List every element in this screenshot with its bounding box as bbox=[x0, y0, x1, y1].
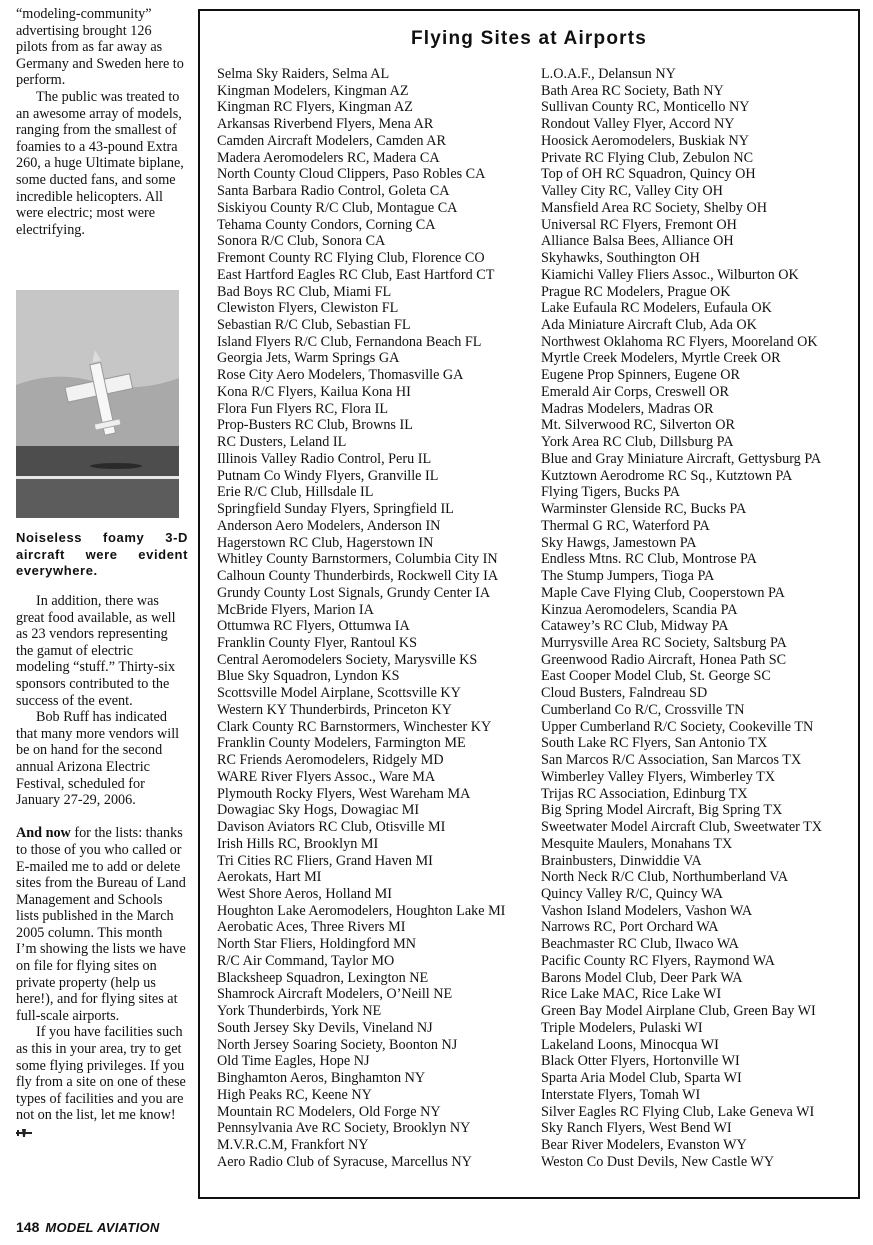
site-entry: Sky Hawgs, Jamestown PA bbox=[541, 534, 697, 551]
site-entry: The Stump Jumpers, Tioga PA bbox=[541, 568, 715, 585]
site-entry: Northwest Oklahoma RC Flyers, Mooreland OK bbox=[541, 333, 818, 350]
site-entry: RC Friends Aeromodelers, Ridgely MD bbox=[217, 752, 444, 769]
site-entry: Hagerstown RC Club, Hagerstown IN bbox=[217, 534, 434, 551]
site-entry: Kona R/C Flyers, Kailua Kona HI bbox=[217, 383, 411, 400]
site-entry: Blue and Gray Miniature Aircraft, Gettysburg PA bbox=[541, 450, 822, 467]
site-entry: Grundy County Lost Signals, Grundy Center IA bbox=[217, 584, 491, 601]
site-entry: Interstate Flyers, Tomah WI bbox=[541, 1086, 701, 1103]
site-entry: Scottsville Model Airplane, Scottsville KY bbox=[217, 685, 461, 702]
site-entry: Greenwood Radio Aircraft, Honea Path SC bbox=[541, 651, 787, 668]
site-entry: Triple Modelers, Pulaski WI bbox=[541, 1019, 703, 1036]
site-entry: South Jersey Sky Devils, Vineland NJ bbox=[217, 1019, 433, 1036]
site-entry: Myrtle Creek Modelers, Myrtle Creek OR bbox=[541, 350, 781, 367]
site-entry: Mt. Silverwood RC, Silverton OR bbox=[541, 417, 735, 434]
site-entry: Fremont County RC Flying Club, Florence CO bbox=[217, 250, 485, 267]
site-entry: Black Otter Flyers, Hortonville WI bbox=[541, 1053, 740, 1070]
site-entry: Sullivan County RC, Monticello NY bbox=[541, 99, 750, 116]
site-entry: Private RC Flying Club, Zebulon NC bbox=[541, 149, 754, 166]
site-entry: Georgia Jets, Warm Springs GA bbox=[217, 350, 400, 367]
site-entry: Warminster Glenside RC, Bucks PA bbox=[541, 501, 747, 518]
site-entry: Madras Modelers, Madras OR bbox=[541, 400, 714, 417]
site-entry: North Jersey Soaring Society, Boonton NJ bbox=[217, 1036, 458, 1053]
site-entry: Mansfield Area RC Society, Shelby OH bbox=[541, 199, 768, 216]
site-entry: Weston Co Dust Devils, New Castle WY bbox=[541, 1153, 775, 1170]
site-entry: Kinzua Aeromodelers, Scandia PA bbox=[541, 601, 738, 618]
site-entry: Narrows RC, Port Orchard WA bbox=[541, 919, 719, 936]
site-entry: Trijas RC Association, Edinburg TX bbox=[541, 785, 748, 802]
photo-caption: Noiseless foamy 3-D aircraft were evident everywhere. bbox=[16, 530, 188, 578]
site-entry: Island Flyers R/C Club, Fernandona Beach FL bbox=[217, 333, 482, 350]
site-entry: Ottumwa RC Flyers, Ottumwa IA bbox=[217, 618, 410, 635]
site-entry: Illinois Valley Radio Control, Peru IL bbox=[217, 450, 432, 467]
site-entry: Quincy Valley R/C, Quincy WA bbox=[541, 885, 723, 902]
site-entry: Madera Aeromodelers RC, Madera CA bbox=[217, 149, 440, 166]
site-entry: Silver Eagles RC Flying Club, Lake Geneva WI bbox=[541, 1103, 815, 1120]
site-entry: McBride Flyers, Marion IA bbox=[217, 601, 374, 618]
site-entry: San Marcos R/C Association, San Marcos TX bbox=[541, 752, 802, 769]
site-entry: Kingman RC Flyers, Kingman AZ bbox=[217, 99, 413, 116]
site-entry: Kiamichi Valley Fliers Assoc., Wilburton OK bbox=[541, 266, 799, 283]
site-entry: Maple Cave Flying Club, Cooperstown PA bbox=[541, 584, 785, 601]
site-entry: Universal RC Flyers, Fremont OH bbox=[541, 216, 737, 233]
site-entry: Arkansas Riverbend Flyers, Mena AR bbox=[217, 116, 434, 133]
lead-in-rest: for the lists: thanks to those of you who called or E-mailed me to add or delete sites from the Bureau of Land Management and Schools lists published in the March 2005 column. This month I’m showing the lists we have on file for flying sites on private property (help us here!), and for flying sites at full-scale airports. bbox=[16, 825, 186, 1024]
site-entry: Sky Ranch Flyers, West Bend WI bbox=[541, 1120, 732, 1137]
site-entry: Franklin County Modelers, Farmington ME bbox=[217, 735, 466, 752]
page-number: 148 bbox=[16, 1219, 40, 1235]
article-paragraph bbox=[16, 1024, 186, 1140]
site-entry: Springfield Sunday Flyers, Springfield IL bbox=[217, 501, 454, 518]
site-entry: Brainbusters, Dinwiddie VA bbox=[541, 852, 702, 869]
site-entry: Flora Fun Flyers RC, Flora IL bbox=[217, 400, 389, 417]
site-entry: Sweetwater Model Aircraft Club, Sweetwater TX bbox=[541, 819, 823, 836]
site-entry: Shamrock Aircraft Modelers, O’Neill NE bbox=[217, 986, 453, 1003]
sites-column-left bbox=[217, 66, 505, 1170]
site-entry: West Shore Aeros, Holland MI bbox=[217, 885, 392, 902]
site-entry: Sparta Aria Model Club, Sparta WI bbox=[541, 1070, 742, 1087]
site-entry: Skyhawks, Southington OH bbox=[541, 250, 700, 267]
site-entry: Camden Aircraft Modelers, Camden AR bbox=[217, 132, 446, 149]
site-entry: L.O.A.F., Delansun NY bbox=[541, 66, 676, 82]
site-entry: Selma Sky Raiders, Selma AL bbox=[217, 66, 390, 82]
site-entry: Binghamton Aeros, Binghamton NY bbox=[217, 1070, 426, 1087]
site-entry: Tehama County Condors, Corning CA bbox=[217, 216, 436, 233]
site-entry: East Hartford Eagles RC Club, East Hartford CT bbox=[217, 266, 495, 283]
lead-in-bold: And now bbox=[16, 825, 71, 842]
flying-sites-box bbox=[198, 9, 860, 1199]
site-entry: Upper Cumberland R/C Society, Cookeville TN bbox=[541, 718, 814, 735]
site-entry: Thermal G RC, Waterford PA bbox=[541, 517, 710, 534]
site-entry: Murrysville Area RC Society, Saltsburg PA bbox=[541, 634, 787, 651]
site-entry: M.V.R.C.M, Frankfort NY bbox=[217, 1137, 369, 1153]
site-entry: Prague RC Modelers, Prague OK bbox=[541, 283, 731, 300]
site-entry: Hoosick Aeromodelers, Buskiak NY bbox=[541, 132, 750, 149]
site-entry: Rondout Valley Flyer, Accord NY bbox=[541, 116, 735, 133]
site-entry: WARE River Flyers Assoc., Ware MA bbox=[217, 768, 436, 785]
site-entry: Putnam Co Windy Flyers, Granville IL bbox=[217, 467, 439, 484]
site-entry: Kingman Modelers, Kingman AZ bbox=[217, 82, 409, 99]
site-entry: Plymouth Rocky Flyers, West Wareham MA bbox=[217, 785, 471, 802]
site-entry: Clewiston Flyers, Clewiston FL bbox=[217, 300, 399, 317]
article-column-bottom bbox=[16, 593, 186, 1141]
site-entry: Bad Boys RC Club, Miami FL bbox=[217, 283, 392, 300]
site-entry: Clark County RC Barnstormers, Winchester KY bbox=[217, 718, 492, 735]
site-entry: Endless Mtns. RC Club, Montrose PA bbox=[541, 551, 757, 568]
site-entry: Erie R/C Club, Hillsdale IL bbox=[217, 484, 374, 501]
site-entry: York Area RC Club, Dillsburg PA bbox=[541, 434, 734, 451]
site-entry: Davison Aviators RC Club, Otisville MI bbox=[217, 819, 446, 836]
site-entry: Eugene Prop Spinners, Eugene OR bbox=[541, 367, 740, 384]
page-footer bbox=[16, 1219, 160, 1235]
site-entry: Dowagiac Sky Hogs, Dowagiac MI bbox=[217, 802, 420, 819]
foamy-aircraft-photo bbox=[16, 290, 179, 518]
site-entry: Whitley County Barnstormers, Columbia City IN bbox=[217, 551, 498, 568]
site-entry: Irish Hills RC, Brooklyn MI bbox=[217, 835, 379, 852]
site-entry: Sebastian R/C Club, Sebastian FL bbox=[217, 317, 411, 334]
site-entry: Alliance Balsa Bees, Alliance OH bbox=[541, 233, 734, 250]
article-paragraph: “modeling-community” advertising brought 126 pilots from as far away as Germany and Sweden here to perform. bbox=[16, 6, 184, 89]
article-paragraph bbox=[16, 825, 186, 1024]
site-entry: Cumberland Co R/C, Crossville TN bbox=[541, 701, 745, 718]
site-entry: North Star Fliers, Holdingford MN bbox=[217, 936, 417, 953]
site-entry: Rice Lake MAC, Rice Lake WI bbox=[541, 986, 722, 1003]
airplane-end-mark-icon bbox=[16, 1129, 32, 1137]
site-entry: Green Bay Model Airplane Club, Green Bay WI bbox=[541, 1003, 816, 1020]
site-entry: High Peaks RC, Keene NY bbox=[217, 1086, 372, 1103]
site-entry: Anderson Aero Modelers, Anderson IN bbox=[217, 517, 441, 534]
site-entry: Aero Radio Club of Syracuse, Marcellus NY bbox=[217, 1153, 472, 1170]
site-entry: Big Spring Model Aircraft, Big Spring TX bbox=[541, 802, 783, 819]
site-entry: RC Dusters, Leland IL bbox=[217, 434, 347, 451]
site-entry: R/C Air Command, Taylor MO bbox=[217, 952, 395, 969]
closing-text: If you have facilities such as this in your area, try to get some flying privileges. If you fly from a site on one of these types of facilities and you are not on the list, let me know! bbox=[16, 1024, 186, 1124]
site-entry: Sonora R/C Club, Sonora CA bbox=[217, 233, 386, 250]
site-entry: Mesquite Maulers, Monahans TX bbox=[541, 835, 733, 852]
site-entry: North County Cloud Clippers, Paso Robles CA bbox=[217, 166, 486, 183]
site-entry: Rose City Aero Modelers, Thomasville GA bbox=[217, 367, 464, 384]
article-paragraph: In addition, there was great food available, as well as 23 vendors representing the gamut of electric modeling “stuff.” Thirty-six sponsors contributed to the success of the event. bbox=[16, 593, 176, 709]
site-entry: York Thunderbirds, York NE bbox=[217, 1003, 382, 1020]
site-entry: Houghton Lake Aeromodelers, Houghton Lake MI bbox=[217, 902, 506, 919]
site-entry: Kutztown Aerodrome RC Sq., Kutztown PA bbox=[541, 467, 793, 484]
site-entry: Wimberley Valley Flyers, Wimberley TX bbox=[541, 768, 776, 785]
site-entry: Barons Model Club, Deer Park WA bbox=[541, 969, 743, 986]
site-entry: East Cooper Model Club, St. George SC bbox=[541, 668, 771, 685]
site-entry: Blacksheep Squadron, Lexington NE bbox=[217, 969, 429, 986]
site-entry: Bear River Modelers, Evanston WY bbox=[541, 1137, 747, 1153]
site-entry: Blue Sky Squadron, Lyndon KS bbox=[217, 668, 400, 685]
site-entry: Siskiyou County R/C Club, Montague CA bbox=[217, 199, 458, 216]
site-entry: Catawey’s RC Club, Midway PA bbox=[541, 618, 729, 635]
box-title: Flying Sites at Airports bbox=[410, 28, 648, 49]
site-entry: Aerokats, Hart MI bbox=[217, 869, 322, 886]
site-entry: Aerobatic Aces, Three Rivers MI bbox=[217, 919, 406, 936]
site-entry: Mountain RC Modelers, Old Forge NY bbox=[217, 1103, 441, 1120]
site-entry: Western KY Thunderbirds, Princeton KY bbox=[217, 701, 452, 718]
site-entry: Top of OH RC Squadron, Quincy OH bbox=[541, 166, 756, 183]
site-entry: North Neck R/C Club, Northumberland VA bbox=[541, 869, 788, 886]
site-entry: Franklin County Flyer, Rantoul KS bbox=[217, 634, 418, 651]
article-paragraph: Bob Ruff has indicated that many more vendors will be on hand for the second annual Arizona Electric Festival, scheduled for January 27-29, 2006. bbox=[16, 709, 180, 809]
site-entry: Ada Miniature Aircraft Club, Ada OK bbox=[541, 317, 757, 334]
site-entry: Valley City RC, Valley City OH bbox=[541, 183, 723, 200]
magazine-name: MODEL AVIATION bbox=[45, 1220, 160, 1235]
site-entry: Calhoun County Thunderbirds, Rockwell City IA bbox=[217, 568, 499, 585]
site-entry: Emerald Air Corps, Creswell OR bbox=[541, 383, 729, 400]
site-entry: Central Aeromodelers Society, Marysville KS bbox=[217, 651, 478, 668]
site-entry: Flying Tigers, Bucks PA bbox=[541, 484, 681, 501]
site-entry: Santa Barbara Radio Control, Goleta CA bbox=[217, 183, 450, 200]
site-entry: Old Time Eagles, Hope NJ bbox=[217, 1053, 370, 1070]
site-entry: Lakeland Loons, Minocqua WI bbox=[541, 1036, 719, 1053]
site-entry: Cloud Busters, Falndreau SD bbox=[541, 685, 708, 702]
article-column-top bbox=[16, 6, 186, 238]
aircraft-illustration bbox=[16, 290, 179, 518]
site-entry: Lake Eufaula RC Modelers, Eufaula OK bbox=[541, 300, 772, 317]
site-entry: Pennsylvania Ave RC Society, Brooklyn NY bbox=[217, 1120, 471, 1137]
site-entry: South Lake RC Flyers, San Antonio TX bbox=[541, 735, 768, 752]
sites-column-right bbox=[541, 66, 822, 1170]
site-entry: Pacific County RC Flyers, Raymond WA bbox=[541, 952, 775, 969]
article-paragraph: The public was treated to an awesome array of models, ranging from the smallest of foamies to a 43-pound Extra 260, a huge Ultimate biplane, some ducted fans, and some incredible helicopters. All were electric; most were electrifying. bbox=[16, 88, 184, 238]
site-entry: Tri Cities RC Fliers, Grand Haven MI bbox=[217, 852, 433, 869]
site-entry: Beachmaster RC Club, Ilwaco WA bbox=[541, 936, 739, 953]
site-entry: Vashon Island Modelers, Vashon WA bbox=[541, 902, 753, 919]
site-entry: Prop-Busters RC Club, Browns IL bbox=[217, 417, 413, 434]
site-entry: Bath Area RC Society, Bath NY bbox=[541, 82, 724, 99]
